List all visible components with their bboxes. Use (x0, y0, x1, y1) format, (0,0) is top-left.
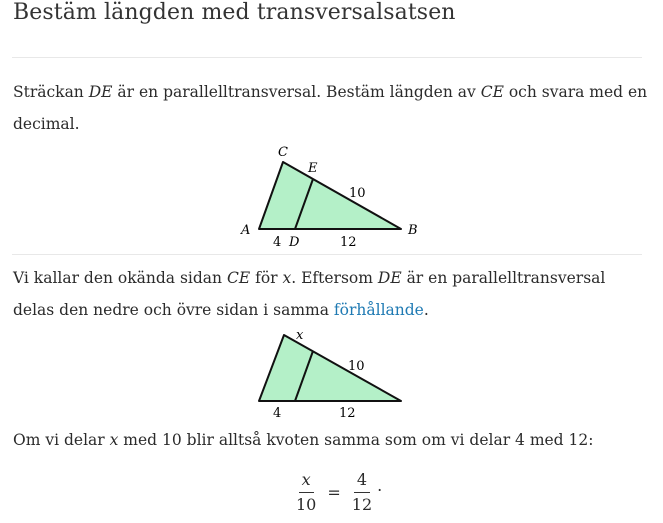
triangle-figure-2 (230, 322, 430, 422)
fraction-denominator: 10 (296, 495, 317, 514)
statement-text (13, 424, 649, 456)
solution-s1a: Vi kallar den okända sidan (13, 269, 227, 287)
solution-s1d: är en parallelltransversal delas den nedre och övre sidan i samma (13, 269, 606, 319)
problem-part3: och svara med en decimal. (13, 83, 648, 133)
fraction-numerator: x (299, 470, 314, 493)
length-eb: 10 (348, 359, 365, 374)
statement-b: med 10 blir alltså kvoten samma som om vi delar 4 med 12: (118, 431, 594, 449)
label-d: D (289, 235, 300, 250)
fraction-rhs (349, 470, 375, 515)
triangle-figure-1 (230, 140, 430, 252)
fraction-denominator: 12 (351, 495, 373, 514)
proportion-equation (291, 470, 382, 515)
solution-s1e: . (423, 301, 429, 319)
solution-text (13, 262, 649, 326)
var-de: DE (88, 83, 113, 101)
equation-end: . (377, 476, 383, 495)
var-x: x (282, 269, 292, 287)
problem-part1: Sträckan (13, 83, 89, 101)
var-ce: CE (480, 83, 504, 101)
fraction-lhs (293, 470, 319, 515)
length-ad: 4 (273, 235, 282, 250)
solution-s1c: . Eftersom (291, 269, 378, 287)
label-e: E (308, 161, 318, 176)
problem-text (13, 76, 649, 140)
length-db: 12 (340, 235, 357, 250)
ratio-link[interactable]: förhållande (333, 301, 424, 319)
var-ce: CE (226, 269, 251, 287)
divider (12, 254, 642, 255)
equals-sign: = (327, 483, 341, 502)
length-ad: 4 (273, 406, 282, 421)
problem-part2: är en parallelltransversal. Bestäm längden av (112, 83, 481, 101)
solution-s1b: för (250, 269, 283, 287)
statement-a: Om vi delar (13, 431, 110, 449)
var-de: DE (377, 269, 402, 287)
fraction-numerator: 4 (354, 470, 370, 493)
triangle-abc (259, 335, 401, 401)
label-a: A (241, 223, 251, 238)
label-x: x (296, 328, 304, 343)
length-db: 12 (339, 406, 356, 421)
page-title: Bestäm längden med transversalsatsen (13, 0, 456, 25)
label-b: B (408, 223, 418, 238)
length-eb: 10 (349, 186, 366, 201)
triangle-abc (259, 162, 401, 229)
label-c: C (278, 145, 288, 160)
divider (12, 57, 642, 58)
var-x: x (109, 431, 119, 449)
